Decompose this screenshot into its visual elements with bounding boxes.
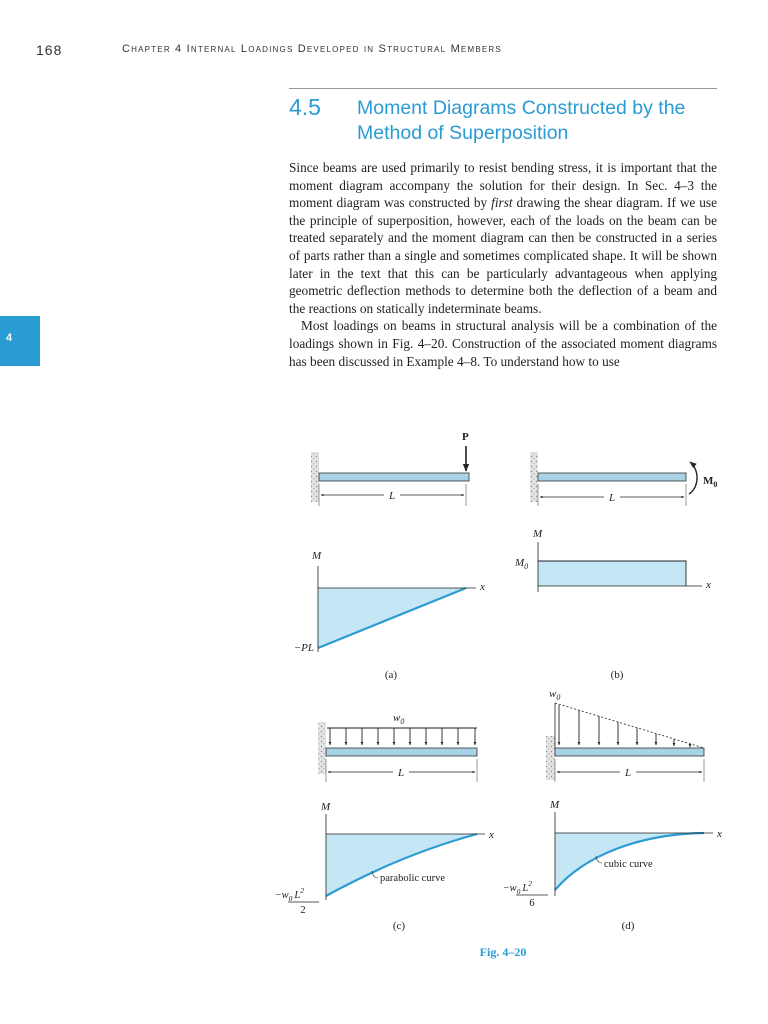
fixed-support [546, 736, 555, 780]
section-title: Moment Diagrams Constructed by the Method of Superposition [357, 97, 686, 144]
panel-c [275, 712, 494, 932]
panel-a-beam-sketch [311, 431, 469, 506]
panel-b-moment-diagram [514, 528, 711, 592]
m-axis-label: M [550, 799, 560, 811]
fixed-support [311, 452, 319, 502]
beam [319, 473, 469, 481]
min-moment-label: −PL [293, 642, 314, 654]
panel-d-moment-diagram [503, 799, 722, 909]
parabolic-curve-label: parabolic curve [380, 873, 446, 884]
point-load-label: P [462, 431, 469, 443]
x-axis-label: x [717, 828, 722, 840]
length-label: L [388, 490, 396, 502]
distributed-load-arrows [330, 728, 475, 745]
panel-d [503, 688, 722, 932]
length-label: L [624, 767, 632, 779]
svg-text:6: 6 [529, 898, 535, 909]
beam [555, 748, 704, 756]
moment-area [326, 834, 477, 896]
panel-b-beam-sketch [530, 452, 717, 506]
beam [538, 473, 686, 481]
svg-text:−w0L2: $-w_0$ $L^2$ [502, 879, 532, 896]
panel-c-moment-diagram [275, 801, 494, 916]
fixed-support [530, 452, 538, 502]
panel-a [294, 431, 485, 681]
max-moment-label: $M_0$ [515, 557, 529, 571]
min-moment-label [275, 886, 319, 916]
moment-area [538, 561, 686, 586]
m-axis-label: M [321, 801, 331, 813]
paragraph-1: Since beams are used primarily to resist bending stress, it is important that the moment diagram accompany the solution for their design. In Sec. 4–3 the moment diagram was constructed by first drawing the shear diagram. If we use the principle of superposition, however, each of the loads on the beam can be treated separately and the moment diagram can then be constructed in a series of parts rather than a single and sometimes complicated shape. It will be shown later in the text that this can be particularly advantageous when applying geometric deflection methods to determine both the deflection of a beam and the reactions on statically indeterminate beams. [289, 160, 717, 316]
panel-b-label: (b) [610, 669, 624, 681]
beam [326, 748, 477, 756]
section-number: 4.5 [289, 94, 321, 120]
m-axis-label: M [312, 550, 322, 562]
running-header: Chapter 4 Internal Loadings Developed in Structural Members [122, 43, 502, 55]
fixed-support [318, 722, 326, 774]
min-moment-label [503, 879, 548, 909]
panel-a-label: (a) [384, 669, 398, 681]
panel-c-label: (c) [392, 920, 406, 932]
x-axis-label: x [706, 579, 711, 591]
figure-caption: Fig. 4–20 [479, 945, 527, 959]
panel-c-beam-sketch [318, 712, 477, 782]
couple-moment-label: $M_0$ [703, 475, 718, 489]
m-axis-label: M [533, 528, 543, 540]
page-number: 168 [36, 42, 63, 58]
length-label: L [397, 767, 405, 779]
panel-b [514, 452, 717, 681]
length-label: L [608, 492, 616, 504]
x-axis-label: x [489, 829, 494, 841]
chapter-tab: 4 [0, 316, 40, 366]
svg-text:2: 2 [300, 905, 306, 916]
triangular-load-top [555, 703, 704, 748]
triangular-load-arrows [559, 705, 690, 747]
svg-text:−w0L2: $-w_0$ $L^2$ [274, 886, 304, 903]
panel-d-label: (d) [621, 920, 635, 932]
triangular-load-label: $w_0$ [549, 688, 561, 702]
distributed-load-label: $w_0$ [393, 712, 405, 726]
panel-d-beam-sketch [546, 688, 704, 782]
paragraph-2: Most loadings on beams in structural analysis will be a combination of the loadings shown in Fig. 4–20. Construction of the associated moment diagrams has been discussed in Example 4–8. To understand how to use [289, 318, 717, 369]
couple-moment-arrow [689, 462, 697, 494]
cubic-curve-label: cubic curve [604, 859, 653, 870]
x-axis-label: x [480, 581, 485, 593]
panel-a-moment-diagram [294, 550, 485, 654]
